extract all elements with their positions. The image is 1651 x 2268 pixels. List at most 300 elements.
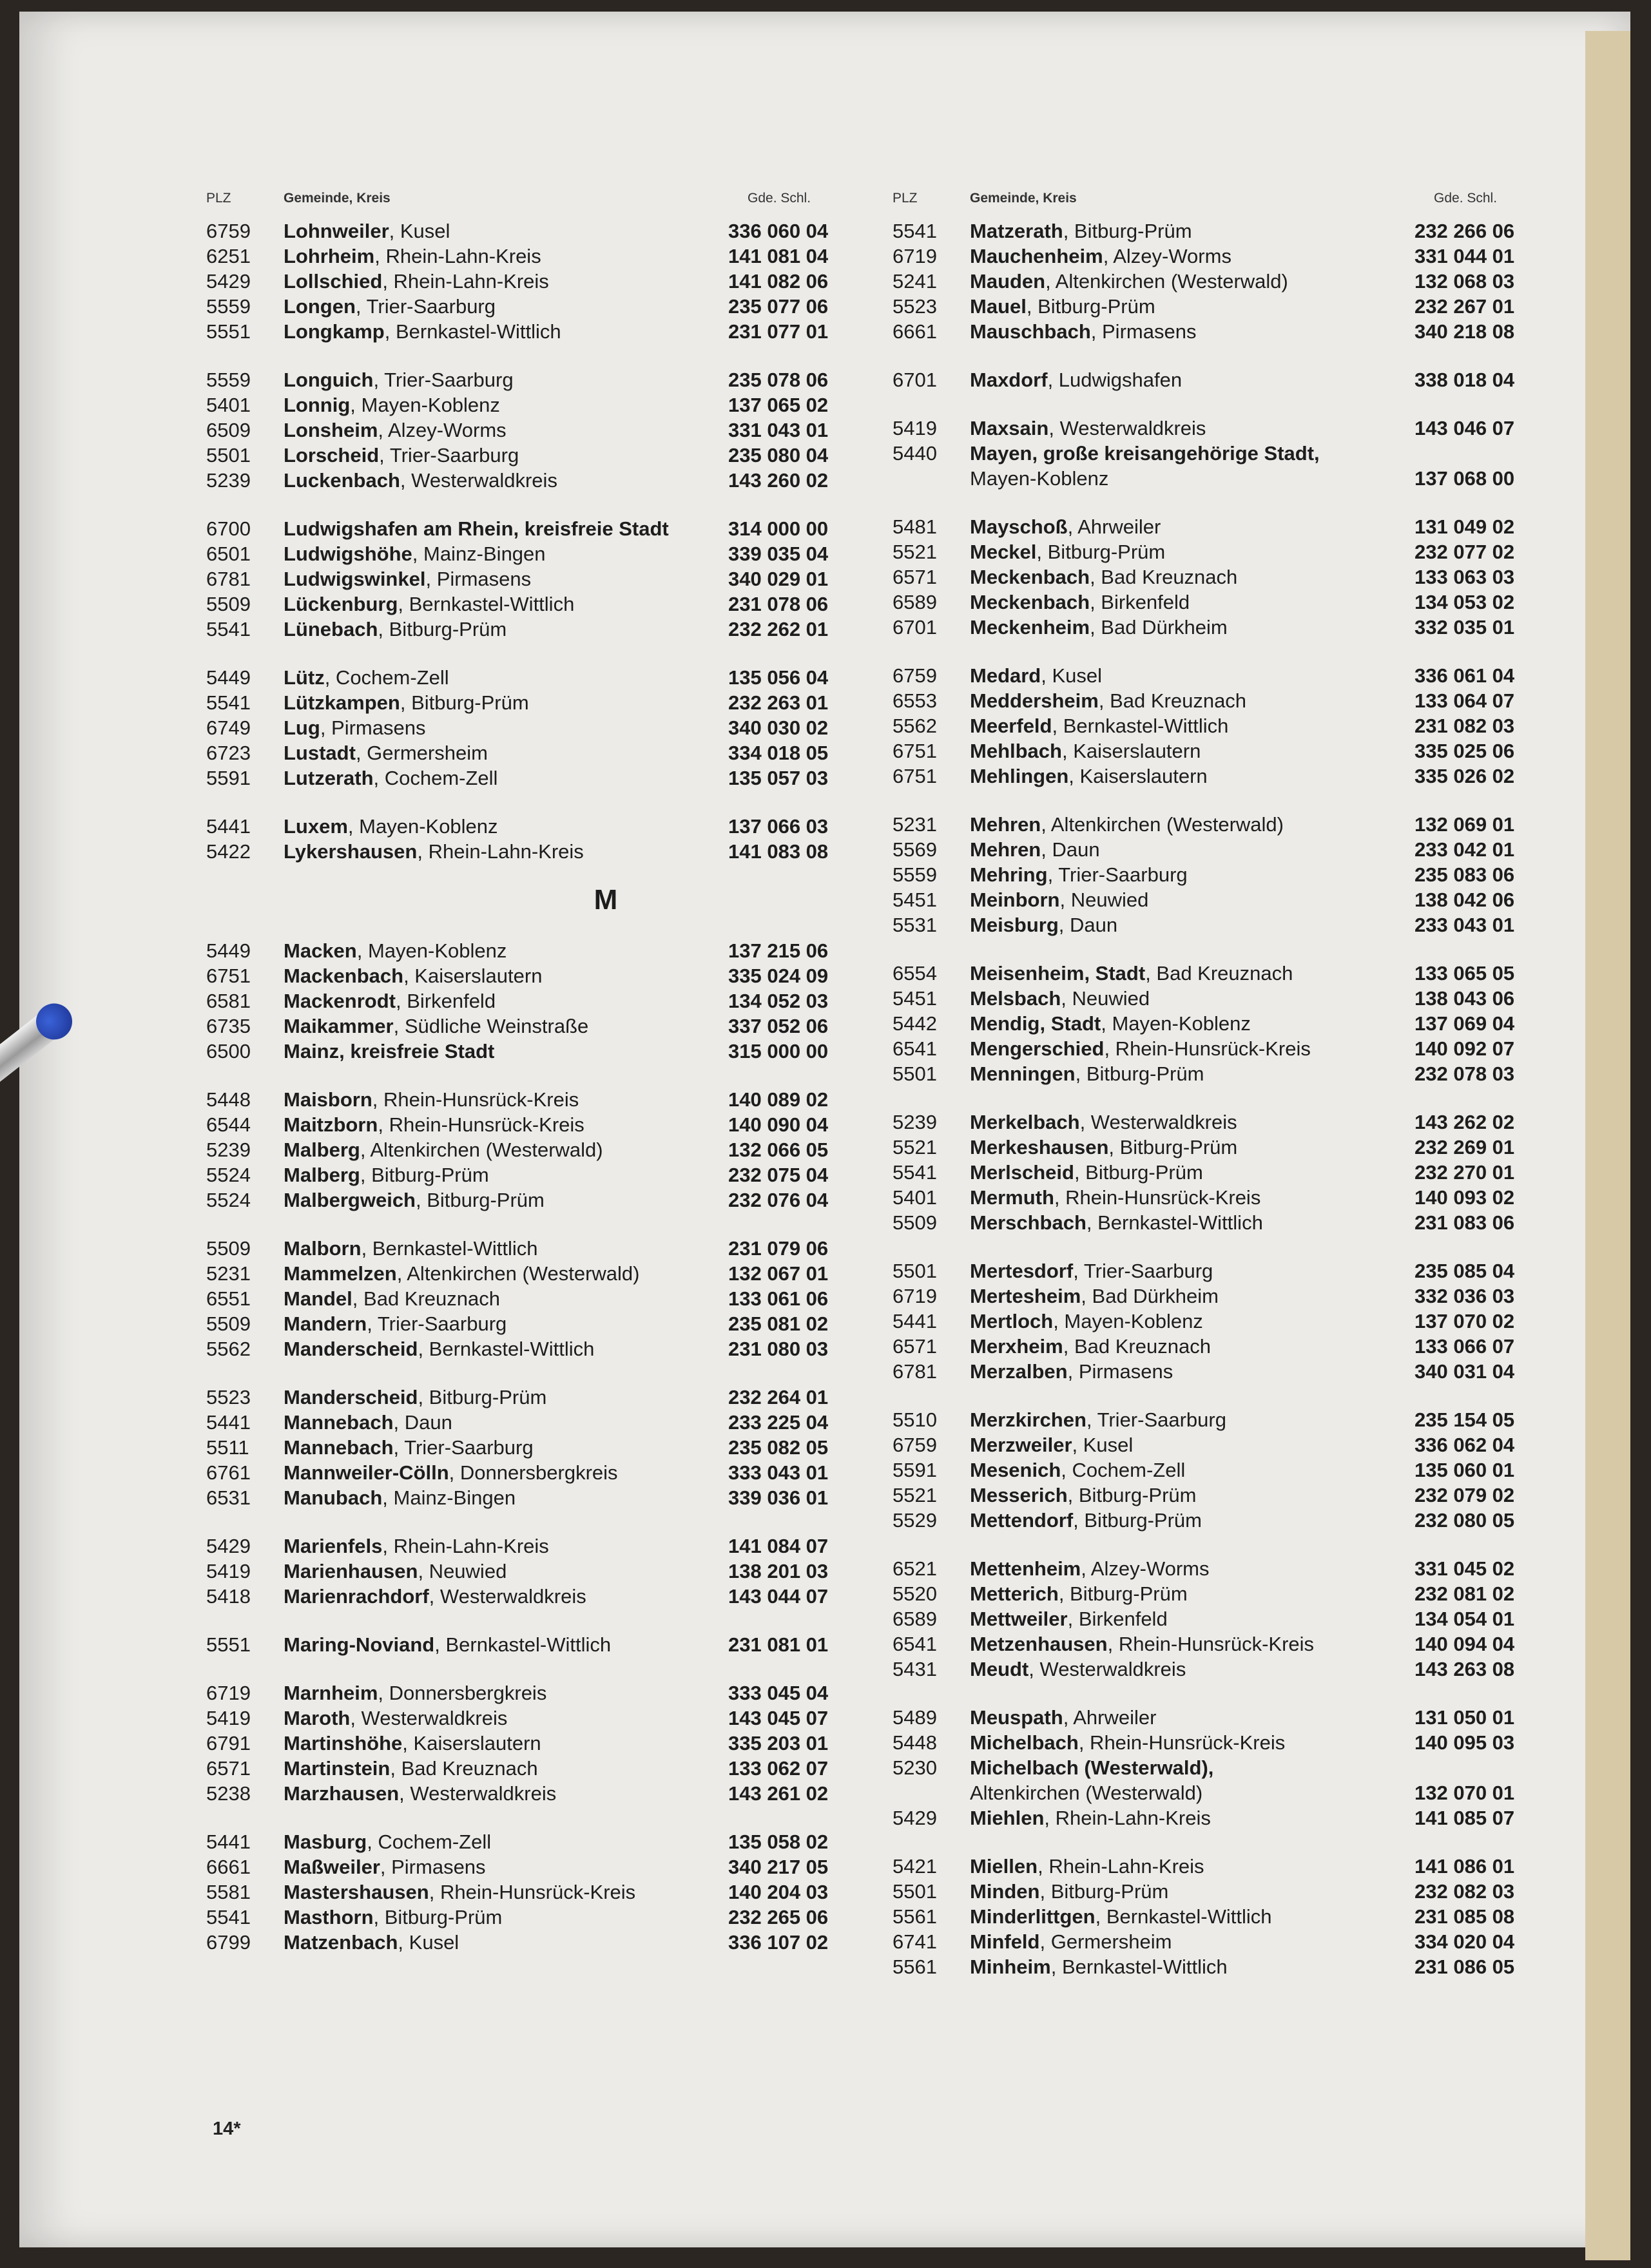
kreis-name: , Cochem-Zell: [373, 767, 498, 789]
gemeinde-cell: [284, 1854, 728, 1879]
plz-cell: [893, 466, 970, 491]
gemeinde-name: Mengerschied: [970, 1037, 1105, 1060]
page-number: 14*: [213, 2119, 241, 2139]
plz-cell: 6701: [893, 616, 937, 639]
gemeinde-code: [1414, 441, 1543, 466]
table-row: [893, 466, 1543, 491]
gemeinde-code: 135 060 01: [1414, 1459, 1515, 1481]
gemeinde-code: 335 203 01: [728, 1732, 829, 1754]
kreis-name: , Rhein-Lahn-Kreis: [382, 1535, 549, 1557]
gemeinde-cell: [970, 1730, 1414, 1755]
plz-cell: 5448: [206, 1088, 251, 1111]
gemeinde-cell: [284, 516, 728, 541]
kreis-name: , Bitburg-Prüm: [360, 1164, 489, 1186]
gemeinde-name: Mettendorf: [970, 1509, 1074, 1532]
gemeinde-cell: [284, 1879, 728, 1905]
gemeinde-cell: [970, 837, 1414, 862]
gemeinde-cell: [284, 541, 728, 566]
plz-cell: 5510: [893, 1408, 937, 1431]
plz-cell: 6541: [893, 1037, 937, 1060]
gemeinde-code: 235 082 05: [728, 1436, 829, 1459]
plz-cell: 5421: [893, 1855, 937, 1878]
table-row: [893, 514, 1543, 539]
plz-cell: 6251: [206, 245, 251, 267]
gemeinde-name: Ludwigshafen am Rhein, kreisfreie Stadt: [284, 517, 669, 540]
plz-cell: 6544: [206, 1113, 251, 1136]
entry-group: [206, 938, 857, 1064]
gemeinde-name: Marnheim: [284, 1682, 378, 1704]
gemeinde-name: Meerfeld: [970, 715, 1052, 737]
gemeinde-cell: [970, 1135, 1414, 1160]
plz-cell: 6661: [893, 320, 937, 343]
plz-cell: 5581: [206, 1881, 251, 1903]
gemeinde-code: 334 018 05: [728, 742, 829, 764]
plz-cell: 5451: [893, 987, 937, 1010]
plz-cell: 6554: [893, 962, 937, 985]
kreis-name: , Mainz-Bingen: [412, 543, 546, 565]
gemeinde-cell: [284, 1533, 728, 1559]
plz-cell: 5429: [893, 1807, 937, 1829]
gemeinde-cell: [284, 1385, 728, 1410]
plz-cell: 5501: [893, 1062, 937, 1085]
table-row: [893, 1334, 1543, 1359]
gemeinde-code: 141 081 04: [728, 245, 829, 267]
gemeinde-cell: [284, 1706, 728, 1731]
gemeinde-code: 140 090 04: [728, 1113, 829, 1136]
kreis-name: , Bernkastel-Wittlich: [1050, 1956, 1228, 1978]
plz-cell: 6781: [206, 568, 251, 590]
kreis-name: , Westerwaldkreis: [350, 1707, 508, 1729]
gemeinde-code: 133 066 07: [1414, 1335, 1515, 1358]
plz-cell: 5541: [206, 618, 251, 640]
plz-cell: 6700: [206, 517, 251, 540]
kreis-name: , Trier-Saarburg: [373, 369, 514, 391]
table-row: [893, 1210, 1543, 1235]
plz-cell: 5523: [893, 295, 937, 318]
gemeinde-code: 143 261 02: [728, 1782, 829, 1805]
gemeinde-code: 132 070 01: [1414, 1782, 1515, 1804]
gemeinde-code: 133 062 07: [728, 1757, 829, 1780]
gemeinde-cell: [970, 986, 1414, 1011]
gemeinde-cell: [284, 367, 728, 392]
kreis-name: , Bad Kreuznach: [1063, 1335, 1211, 1358]
gemeinde-cell: [970, 764, 1414, 789]
plz-cell: 5239: [893, 1111, 937, 1133]
gemeinde-name: Lützkampen: [284, 691, 400, 714]
table-row: [206, 988, 857, 1014]
kreis-name: , Neuwied: [418, 1560, 507, 1582]
kreis-name: , Bitburg-Prüm: [1036, 541, 1166, 563]
kreis-name: , Bad Dürkheim: [1081, 1285, 1219, 1307]
table-row: [206, 1162, 857, 1187]
gemeinde-code: 134 052 03: [728, 990, 829, 1012]
gemeinde-name: Mehlingen: [970, 765, 1069, 787]
plz-cell: 6589: [893, 1608, 937, 1630]
gemeinde-name: Meddersheim: [970, 689, 1099, 712]
plz-cell: 6751: [893, 740, 937, 762]
kreis-name: , Neuwied: [1061, 987, 1150, 1010]
gemeinde-code: 231 085 08: [1414, 1905, 1515, 1928]
gemeinde-name: Ludwigshöhe: [284, 543, 412, 565]
gemeinde-cell: [970, 1755, 1414, 1780]
gemeinde-name: Luxem: [284, 815, 348, 838]
gemeinde-name: Lohnweiler: [284, 220, 389, 242]
kreis-name: , Mayen-Koblenz: [356, 939, 507, 962]
gemeinde-code: 232 269 01: [1414, 1136, 1515, 1158]
right-column: [893, 186, 1543, 2003]
table-row: [206, 1460, 857, 1485]
kreis-name: , Bad Dürkheim: [1090, 616, 1228, 639]
plz-cell: 6759: [206, 220, 251, 242]
gemeinde-name: Michelbach: [970, 1731, 1079, 1754]
table-row: [893, 1283, 1543, 1309]
table-row: [206, 938, 857, 963]
gemeinde-cell: [284, 938, 728, 963]
gemeinde-cell: [284, 1632, 728, 1657]
plz-cell: 5561: [893, 1905, 937, 1928]
gemeinde-cell: [970, 1359, 1414, 1384]
plz-cell: 5523: [206, 1386, 251, 1408]
plz-cell: 5531: [893, 914, 937, 936]
kreis-name: , Westerwaldkreis: [1048, 417, 1206, 439]
table-row: [206, 1533, 857, 1559]
kreis-name: , Bitburg-Prüm: [1108, 1136, 1238, 1158]
gemeinde-name: Matzerath: [970, 220, 1063, 242]
gemeinde-code: 235 154 05: [1414, 1408, 1515, 1431]
gemeinde-name: Metzenhausen: [970, 1633, 1108, 1655]
table-row: [206, 1485, 857, 1510]
gemeinde-code: 232 265 06: [728, 1906, 829, 1928]
kreis-name: , Kusel: [1041, 664, 1103, 687]
kreis-name: , Donnersbergkreis: [378, 1682, 547, 1704]
kreis-name: , Bad Kreuznach: [352, 1287, 500, 1310]
gemeinde-code: 140 092 07: [1414, 1037, 1515, 1060]
gemeinde-code: 340 030 02: [728, 716, 829, 739]
gemeinde-cell: [970, 1185, 1414, 1210]
gemeinde-name: Ludwigswinkel: [284, 568, 426, 590]
gemeinde-name: Messerich: [970, 1484, 1068, 1506]
entry-group: [893, 1407, 1543, 1533]
gemeinde-cell: [970, 1954, 1414, 1979]
table-row: [893, 441, 1543, 466]
gemeinde-code: 336 062 04: [1414, 1434, 1515, 1456]
gemeinde-name: Malborn: [284, 1237, 362, 1260]
plz-cell: 6509: [206, 419, 251, 441]
plz-cell: 6589: [893, 591, 937, 613]
table-row: [206, 468, 857, 493]
gemeinde-name: Mauschbach: [970, 320, 1091, 343]
entry-group: [893, 1258, 1543, 1384]
gemeinde-name: Medard: [970, 664, 1041, 687]
gemeinde-name: Meckenheim: [970, 616, 1090, 639]
plz-cell: 5419: [206, 1707, 251, 1729]
gemeinde-cell: [284, 1559, 728, 1584]
gemeinde-cell: [970, 1556, 1414, 1581]
kreis-name: , Bad Kreuznach: [1145, 962, 1293, 985]
plz-cell: 5429: [206, 270, 251, 293]
gemeinde-name: Marienhausen: [284, 1560, 418, 1582]
gemeinde-code: 314 000 00: [728, 517, 829, 540]
table-row: [893, 738, 1543, 764]
kreis-name: , Bitburg-Prüm: [1074, 1161, 1203, 1184]
gemeinde-name: Mertesdorf: [970, 1260, 1074, 1282]
entry-group: [206, 218, 857, 344]
gemeinde-cell: [970, 1657, 1414, 1682]
gemeinde-code: 135 057 03: [728, 767, 829, 789]
gemeinde-name: Lückenburg: [284, 593, 398, 615]
kreis-name: , Bernkastel-Wittlich: [361, 1237, 538, 1260]
right-m-entries: [893, 218, 1543, 1979]
kreis-name: , Bad Kreuznach: [1098, 689, 1247, 712]
gemeinde-code: 143 044 07: [728, 1585, 829, 1608]
entry-group: [893, 812, 1543, 937]
gemeinde-name: Merxheim: [970, 1335, 1063, 1358]
plz-cell: 5524: [206, 1189, 251, 1211]
table-row: [893, 1929, 1543, 1954]
table-row: [206, 715, 857, 740]
gemeinde-cell: [284, 218, 728, 244]
kreis-name: , Rhein-Lahn-Kreis: [1044, 1807, 1211, 1829]
gemeinde-name: Minfeld: [970, 1930, 1040, 1953]
gemeinde-name: Mendig, Stadt: [970, 1012, 1101, 1035]
table-row: [206, 418, 857, 443]
table-row: [893, 1780, 1543, 1805]
gemeinde-name: Lutzerath: [284, 767, 374, 789]
gemeinde-name: Maxsain: [970, 417, 1049, 439]
gemeinde-code: 134 054 01: [1414, 1608, 1515, 1630]
kreis-name: , Pirmasens: [380, 1856, 486, 1878]
plz-cell: 5524: [206, 1164, 251, 1186]
gemeinde-cell: [284, 765, 728, 791]
gemeinde-cell: [284, 591, 728, 617]
gemeinde-name: Menningen: [970, 1062, 1076, 1085]
plz-cell: 5429: [206, 1535, 251, 1557]
gemeinde-code: 231 078 06: [728, 593, 829, 615]
gemeinde-code: 231 079 06: [728, 1237, 829, 1260]
gemeinde-name: Mackenbach: [284, 965, 404, 987]
gemeinde-cell: [970, 1160, 1414, 1185]
kreis-name: , Trier-Saarburg: [355, 295, 496, 318]
table-row: [893, 1657, 1543, 1682]
kreis-name: , Pirmasens: [320, 716, 426, 739]
gemeinde-name: Meckenbach: [970, 566, 1090, 588]
gemeinde-name: Mesenich: [970, 1459, 1061, 1481]
gemeinde-code: 132 067 01: [728, 1262, 829, 1285]
gemeinde-cell: [284, 1286, 728, 1311]
plz-cell: 5541: [206, 1906, 251, 1928]
kreis-name: , Mayen-Koblenz: [1053, 1310, 1203, 1332]
gemeinde-name: Lustadt: [284, 742, 356, 764]
plz-cell: 6741: [893, 1930, 937, 1953]
kreis-name: , Bernkastel-Wittlich: [418, 1338, 595, 1360]
gemeinde-cell: [284, 1261, 728, 1286]
gemeinde-name: Mannebach: [284, 1411, 394, 1434]
gemeinde-code: 232 076 04: [728, 1189, 829, 1211]
gemeinde-code: 133 061 06: [728, 1287, 829, 1310]
table-row: [206, 367, 857, 392]
gemeinde-name: Mettenheim: [970, 1557, 1081, 1580]
gemeinde-code: 231 086 05: [1414, 1956, 1515, 1978]
gemeinde-name: Mehren: [970, 813, 1041, 836]
gemeinde-cell: [284, 1014, 728, 1039]
gemeinde-cell: [970, 887, 1414, 912]
gemeinde-cell: [970, 812, 1414, 837]
kreis-name: , Rhein-Lahn-Kreis: [417, 840, 584, 863]
gemeinde-name: Malberg: [284, 1164, 360, 1186]
plz-cell: 5509: [206, 593, 251, 615]
table-row: [893, 1730, 1543, 1755]
plz-cell: 5441: [206, 815, 251, 838]
kreis-name: , Rhein-Lahn-Kreis: [374, 245, 541, 267]
kreis-name: , Ahrweiler: [1067, 515, 1161, 538]
plz-cell: 6500: [206, 1040, 251, 1062]
gemeinde-code: 235 078 06: [728, 369, 829, 391]
gemeinde-cell: [970, 1581, 1414, 1606]
kreis-name: , Westerwaldkreis: [1028, 1658, 1186, 1680]
table-row: [893, 244, 1543, 269]
left-l-entries: [206, 218, 857, 864]
gemeinde-code: 233 225 04: [728, 1411, 829, 1434]
kreis-name: , Bernkastel-Wittlich: [1052, 715, 1229, 737]
table-row: [206, 269, 857, 294]
plz-cell: 5561: [893, 1956, 937, 1978]
gemeinde-code: 232 262 01: [728, 618, 829, 640]
plz-cell: 5501: [893, 1260, 937, 1282]
gemeinde-cell: [970, 1483, 1414, 1508]
kreis-name: , Bitburg-Prüm: [416, 1189, 545, 1211]
plz-cell: 6521: [893, 1557, 937, 1580]
table-row: [206, 319, 857, 344]
gemeinde-code: 231 081 01: [728, 1633, 829, 1656]
gemeinde-name: Maikammer: [284, 1015, 394, 1037]
gemeinde-name: Longkamp: [284, 320, 385, 343]
plz-cell: 5449: [206, 666, 251, 689]
gemeinde-code: 138 042 06: [1414, 889, 1515, 911]
gemeinde-name: Marzhausen: [284, 1782, 400, 1805]
plz-cell: 5521: [893, 1484, 937, 1506]
table-row: [893, 1160, 1543, 1185]
gemeinde-code: 143 263 08: [1414, 1658, 1515, 1680]
table-row: [206, 1879, 857, 1905]
gemeinde-code: 338 018 04: [1414, 369, 1515, 391]
gemeinde-code: 133 063 03: [1414, 566, 1515, 588]
gemeinde-cell: [970, 590, 1414, 615]
entry-group: [893, 961, 1543, 1086]
table-row: [206, 839, 857, 864]
kreis-name: , Trier-Saarburg: [393, 1436, 534, 1459]
table-row: [893, 1755, 1543, 1780]
gemeinde-cell: [284, 1236, 728, 1261]
table-row: [893, 319, 1543, 344]
gemeinde-cell: [970, 1457, 1414, 1483]
kreis-name: , Bernkastel-Wittlich: [398, 593, 575, 615]
kreis-name: , Pirmasens: [1090, 320, 1197, 343]
table-row: [206, 1930, 857, 1955]
gemeinde-cell: [284, 1311, 728, 1336]
kreis-name: , Bitburg-Prüm: [1067, 1484, 1197, 1506]
table-row: [893, 367, 1543, 392]
plz-cell: 5451: [893, 889, 937, 911]
kreis-name: , Bitburg-Prüm: [418, 1386, 547, 1408]
plz-cell: 5509: [206, 1237, 251, 1260]
gemeinde-cell: [284, 1680, 728, 1706]
kreis-name: , Altenkirchen (Westerwald): [360, 1139, 603, 1161]
entry-group: [893, 367, 1543, 392]
table-row: [206, 1632, 857, 1657]
gemeinde-code: 140 094 04: [1414, 1633, 1515, 1655]
table-row: [206, 1756, 857, 1781]
gemeinde-name: Merschbach: [970, 1211, 1086, 1234]
gemeinde-name: Mettweiler: [970, 1608, 1068, 1630]
table-row: [893, 1011, 1543, 1036]
gemeinde-name: Maßweiler: [284, 1856, 380, 1878]
gemeinde-code: 143 046 07: [1414, 417, 1515, 439]
table-row: [206, 690, 857, 715]
kreis-name: , Daun: [393, 1411, 452, 1434]
gemeinde-cell: [284, 1460, 728, 1485]
gemeinde-code: 231 080 03: [728, 1338, 829, 1360]
gemeinde-code: 335 026 02: [1414, 765, 1515, 787]
table-row: [206, 1435, 857, 1460]
kreis-name: , Rhein-Hunsrück-Kreis: [378, 1113, 584, 1136]
kreis-name: , Westerwaldkreis: [1079, 1111, 1237, 1133]
gemeinde-cell: [970, 1036, 1414, 1061]
gemeinde-code: 131 050 01: [1414, 1706, 1515, 1729]
gemeinde-code: 235 083 06: [1414, 863, 1515, 886]
entry-group: [206, 1385, 857, 1510]
gemeinde-code: 231 083 06: [1414, 1211, 1515, 1234]
table-row: [206, 294, 857, 319]
gemeinde-cell: [284, 715, 728, 740]
gemeinde-name: Lonnig: [284, 394, 351, 416]
plz-cell: 6759: [893, 664, 937, 687]
table-row: [893, 218, 1543, 244]
gemeinde-code: 232 075 04: [728, 1164, 829, 1186]
gemeinde-name: Mertesheim: [970, 1285, 1081, 1307]
table-row: [893, 1258, 1543, 1283]
entry-group: [893, 1705, 1543, 1831]
gemeinde-name: Meckel: [970, 541, 1037, 563]
entry-group: [893, 514, 1543, 640]
gemeinde-name: Mayen, große kreisangehörige Stadt,: [970, 442, 1320, 465]
entry-group: [893, 663, 1543, 789]
entry-group: [206, 814, 857, 864]
table-row: [206, 541, 857, 566]
kreis-name: , Bad Kreuznach: [1090, 566, 1238, 588]
plz-cell: 5239: [206, 1139, 251, 1161]
plz-cell: 5541: [206, 691, 251, 714]
gemeinde-cell: [970, 1258, 1414, 1283]
gemeinde-code: 232 264 01: [728, 1386, 829, 1408]
gemeinde-name: Masthorn: [284, 1906, 374, 1928]
kreis-name: , Westerwaldkreis: [400, 469, 557, 492]
gemeinde-cell: [284, 665, 728, 690]
gemeinde-cell: [284, 988, 728, 1014]
table-row: [893, 1954, 1543, 1979]
gemeinde-code: 132 066 05: [728, 1139, 829, 1161]
table-row: [893, 1110, 1543, 1135]
gemeinde-name: Luckenbach: [284, 469, 400, 492]
table-row: [206, 1311, 857, 1336]
gemeinde-cell: [284, 1756, 728, 1781]
gemeinde-cell: [970, 663, 1414, 688]
entry-group: [206, 1533, 857, 1609]
plz-cell: 5541: [893, 220, 937, 242]
gemeinde-name: Miehlen: [970, 1807, 1045, 1829]
plz-cell: 5442: [893, 1012, 937, 1035]
gemeinde-name: Martinshöhe: [284, 1732, 403, 1754]
plz-cell: 6799: [206, 1931, 251, 1954]
